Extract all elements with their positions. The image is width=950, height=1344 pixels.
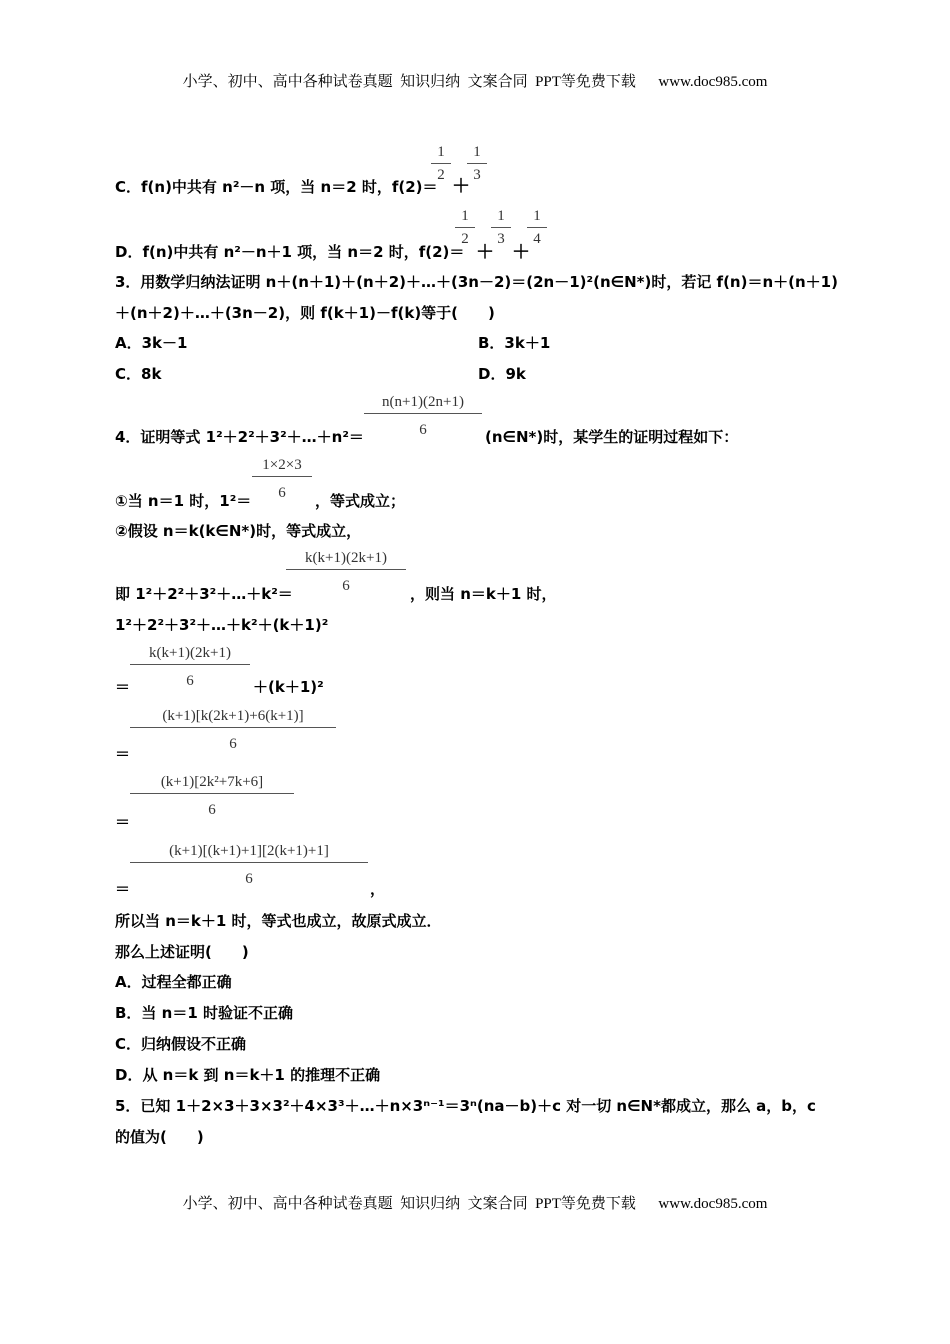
q4-step-2b-fraction: $\frac{k(k+1)(2k+1)}{6}$: [286, 550, 406, 595]
q4-eq1-equals: ＝: [115, 678, 131, 696]
q3-option-c: C．8k: [115, 365, 162, 383]
q4-option-a: A．过程全都正确: [115, 973, 232, 991]
q4-step-1-fraction: $\frac{1\times 2\times 3}{6}$: [252, 457, 312, 502]
q4-eq4-comma: ，: [370, 880, 386, 898]
q5-stem-line-2: 的值为( ): [115, 1128, 204, 1146]
q4-conclusion: 所以当 n＝k＋1 时，等式也成立，故原式成立．: [115, 912, 442, 930]
q4-question: 那么上述证明( ): [115, 943, 249, 961]
q2-optd-fraction-1: $\frac{1}{2}$: [455, 208, 475, 248]
q3-option-a: A．3k－1: [115, 334, 188, 352]
q4-step-1-suffix: ，等式成立；: [315, 492, 406, 510]
q4-option-b: B．当 n＝1 时验证不正确: [115, 1004, 293, 1022]
q4-eq2-equals: ＝: [115, 745, 131, 763]
q4-eq1-suffix: ＋(k＋1)²: [253, 678, 324, 696]
q2-optc-fraction-1: $\frac{1}{2}$: [431, 144, 451, 184]
q4-step-2: ②假设 n＝k(k∈N*)时，等式成立，: [115, 522, 362, 540]
q4-eq3-fraction: $\frac{\text{(k+1)[2k²+7k+6]}}{6}$: [130, 774, 294, 819]
q2-optd-plus-2: ＋: [512, 242, 530, 263]
page-header: 小学、初中、高中各种试卷真题 知识归纳 文案合同 PPT等免费下载 www.doc985.com: [182, 74, 768, 90]
q4-step-2b-suffix: ，则当 n＝k＋1 时，: [410, 585, 557, 603]
q4-sum-line: 1²＋2²＋3²＋…＋k²＋(k＋1)²: [115, 616, 329, 634]
q2-optd-fraction-3: $\frac{1}{4}$: [527, 208, 547, 248]
q4-step-1-prefix: ①当 n＝1 时，1²＝: [115, 492, 252, 510]
q4-stem-suffix: (n∈N*)时，某学生的证明过程如下：: [485, 428, 739, 446]
q2-option-c: C．f(n)中共有 n²－n 项，当 n＝2 时，f(2)＝: [115, 178, 438, 196]
q2-optc-plus: ＋: [452, 176, 470, 197]
q4-stem-prefix: 4．证明等式 1²＋2²＋3²＋…＋n²＝: [115, 428, 364, 446]
q4-option-d: D．从 n＝k 到 n＝k＋1 的推理不正确: [115, 1066, 381, 1084]
q3-option-b: B．3k＋1: [478, 334, 551, 352]
q2-optd-fraction-2: $\frac{1}{3}$: [491, 208, 511, 248]
q3-option-d: D．9k: [478, 365, 526, 383]
q4-eq3-equals: ＝: [115, 813, 131, 831]
q4-step-2b-prefix: 即 1²＋2²＋3²＋…＋k²＝: [115, 585, 293, 603]
q4-eq2-fraction: $\frac{(k+1)[k(2k+1)+6(k+1)]}{6}$: [130, 708, 336, 753]
q4-stem-fraction: $\frac{n(n+1)(2n+1)}{6}$: [364, 394, 482, 439]
q3-stem-line-2: ＋(n＋2)＋…＋(3n－2)，则 f(k＋1)－f(k)等于( ): [115, 304, 495, 322]
q4-eq4-equals: ＝: [115, 880, 131, 898]
q2-option-d: D．f(n)中共有 n²－n＋1 项，当 n＝2 时，f(2)＝: [115, 243, 465, 261]
q4-eq1-fraction: $\frac{k(k+1)(2k+1)}{6}$: [130, 645, 250, 690]
q4-option-c: C．归纳假设不正确: [115, 1035, 247, 1053]
q4-eq4-fraction: $\frac{(k+1)[(k+1)+1][2(k+1)+1]}{6}$: [130, 843, 368, 888]
page-footer: 小学、初中、高中各种试卷真题 知识归纳 文案合同 PPT等免费下载 www.doc985.com: [182, 1196, 768, 1212]
q2-optd-plus-1: ＋: [476, 242, 494, 263]
q2-optc-fraction-2: $\frac{1}{3}$: [467, 144, 487, 184]
q5-stem-line-1: 5．已知 1＋2×3＋3×3²＋4×3³＋…＋n×3ⁿ⁻¹＝3ⁿ(na－b)＋c 对一切 n∈N*都成立，那么 a，b，c: [115, 1097, 816, 1115]
q3-stem-line-1: 3．用数学归纳法证明 n＋(n＋1)＋(n＋2)＋…＋(3n－2)＝(2n－1)²(n∈N*)时，若记 f(n)＝n＋(n＋1): [115, 273, 838, 291]
